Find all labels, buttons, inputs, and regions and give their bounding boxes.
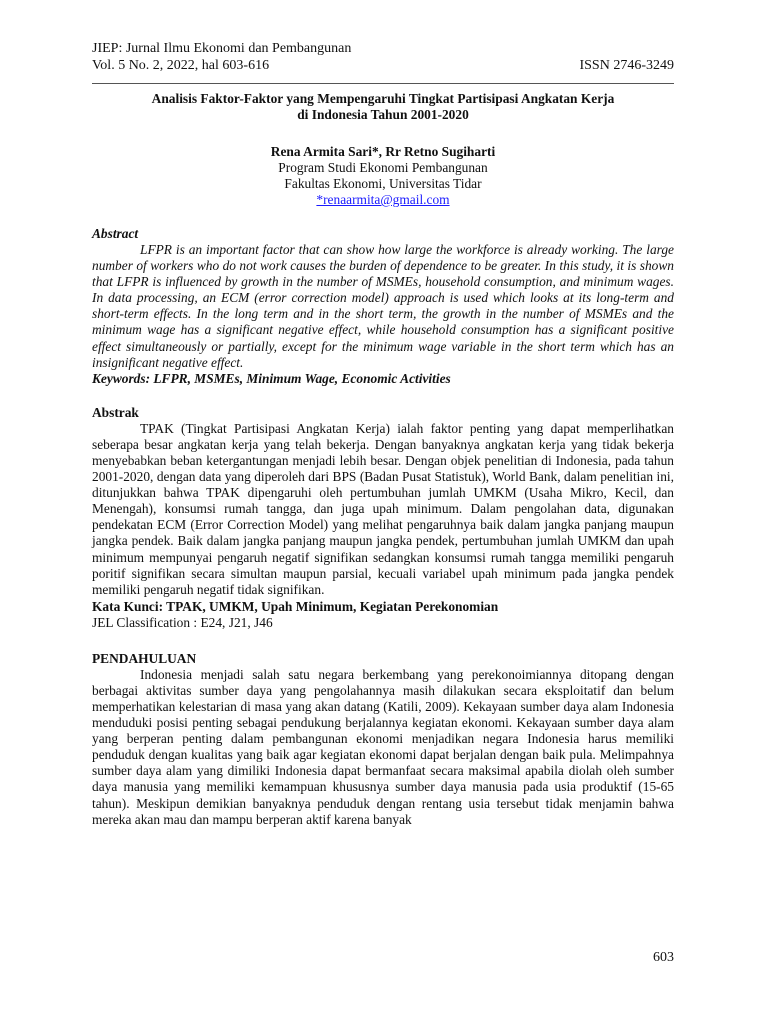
paper-page	[92, 40, 674, 828]
abstract-heading: Abstract	[92, 226, 139, 241]
abstract-body: LFPR is an important factor that can show how large the workforce is already working. The large number of workers who do not work causes the burden of dependence to be greater. In this study, it is shown that LFPR is influenced by growth in the number of MSMEs, household consumption, and minimum wages. In data processing, an ECM (error correction model) approach is used which looks at its long-term and short-term effects. In the long term and in the short term, the growth in the number of MSMEs and the minimum wage has a significant negative effect, while household consumption has a significant positive effect simultaneously or partially, except for the minimum wage variable in the short term which has an insignificant negative effect.	[92, 242, 674, 370]
header-divider	[92, 83, 674, 84]
affiliation-faculty: Fakultas Ekonomi, Universitas Tidar	[284, 176, 482, 191]
title-line-1: Analisis Faktor-Faktor yang Mempengaruhi Tingkat Partisipasi Angkatan Kerja	[151, 91, 615, 106]
abstrak-body: TPAK (Tingkat Partisipasi Angkatan Kerja) ialah faktor penting yang dapat memperlihatkan seberapa besar angkatan kerja yang telah bekerja. Dengan banyaknya angkatan kerja yang tidak bekerja menyebabkan beban ketergantungan menjadi lebih besar. Dengan objek penelitian di Indonesia, pada tahun 2001-2020, dengan data yang diperoleh dari BPS (Badan Pusat Statistuk), World Bank, dalam penelitian ini, ditunjukkan bahwa TPAK dipengaruhi oleh pertumbuhan jumlah UMKM (Usaha Mikro, Kecil, dan Menengah), konsumsi rumah tangga, dan juga upah minimum. Dalam pengolahan data, digunakan pendekatan ECM (Error Correction Model) yang melihat pengaruhnya baik dalam jangka panjang maupun jangka pendek. Baik dalam jangka panjang maupun jangka pendek, pertumbuhan jumlah UMKM dan upah minimum mempunyai pengaruh negatif signifikan sedangkan konsumsi rumah tangga memiliki pengaruh poritif signifikan secara simultan maupun parsial, kecuali variabel upah minimum pada jangka pendek memiliki pengaruh negatif tidak signifikan.	[92, 420, 674, 597]
author-email-link[interactable]: *renaarmita@gmail.com	[316, 192, 450, 207]
paper-title	[92, 91, 674, 123]
issn: ISSN 2746-3249	[579, 58, 674, 73]
abstrak-heading: Abstrak	[92, 404, 139, 420]
abstract-keywords: Keywords: LFPR, MSMEs, Minimum Wage, Economic Activities	[92, 370, 451, 386]
page-number: 603	[653, 950, 674, 965]
authors: Rena Armita Sari*, Rr Retno Sugiharti	[270, 144, 496, 159]
jel-classification: JEL Classification : E24, J21, J46	[92, 614, 273, 630]
journal-name: JIEP: Jurnal Ilmu Ekonomi dan Pembangunan	[92, 41, 352, 56]
affiliation-program: Program Studi Ekonomi Pembangunan	[278, 160, 488, 175]
kata-kunci: Kata Kunci: TPAK, UMKM, Upah Minimum, Kegiatan Perekonomian	[92, 598, 499, 614]
journal-meta-row	[92, 57, 674, 74]
section-body-pendahuluan: Indonesia menjadi salah satu negara berkembang yang perekonoimiannya ditopang dengan berbagai aktivitas sumber daya yang pengolahannya masih dilakukan secara eksploitatif dan belum memperhatikan kelestarian di masa yang akan datang (Katili, 2009). Kekayaan sumber daya alam Indonesia menduduki posisi penting sebagai pendukung berjalannya kegiatan ekonomi. Kekayaan sumber daya alam yang berperan penting dalam pembangunan ekonomi menjadikan negara Indonesia harus memiliki penduduk dengan kualitas yang baik agar kegiatan ekonomi dapat berjalan dengan baik pula. Melimpahnya sumber daya alam yang dimiliki Indonesia dapat bermanfaat secara maksimal apabila diolah oleh sumber daya manusia yang memiliki kemampuan khususnya sumber daya manusia pada usia produktif (15-65 tahun). Meskipun demikian banyaknya penduduk dengan rentang usia tersebut tidak menjamin bahwa mereka akan mau dan mampu berperan aktif karena banyak	[92, 666, 674, 827]
title-line-2: di Indonesia Tahun 2001-2020	[297, 107, 469, 122]
volume-info: Vol. 5 No. 2, 2022, hal 603-616	[92, 58, 270, 73]
section-heading-pendahuluan: PENDAHULUAN	[92, 650, 197, 666]
